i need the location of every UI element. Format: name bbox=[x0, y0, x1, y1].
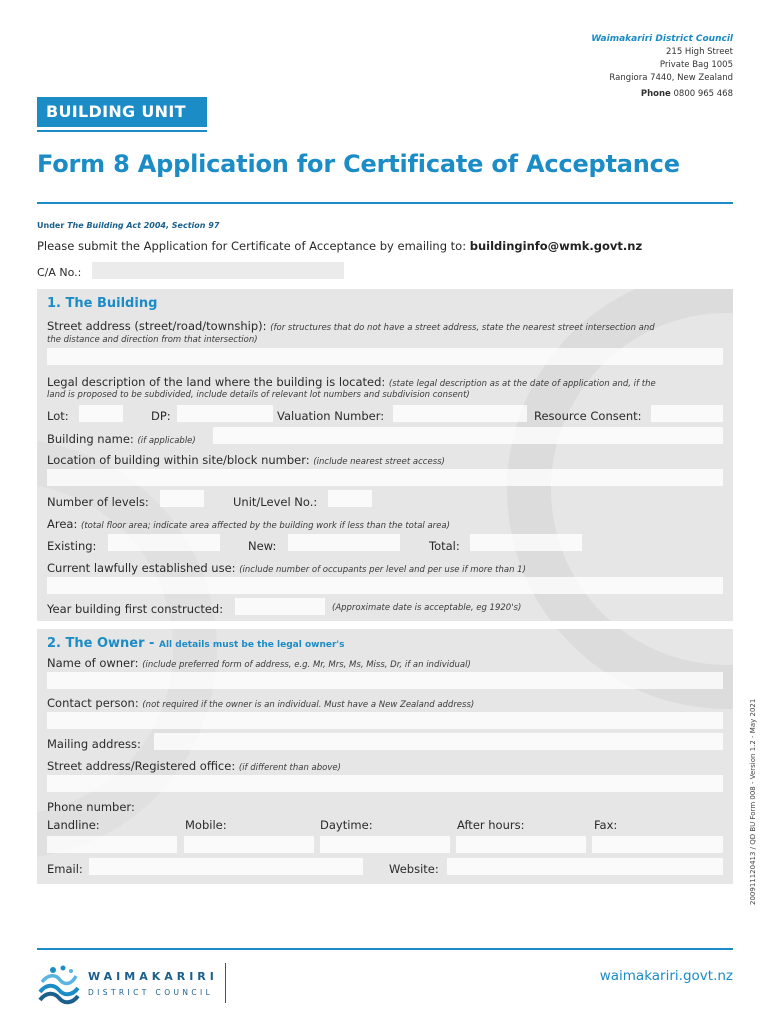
building-name-note: (if applicable) bbox=[137, 436, 196, 446]
logo-wordmark: WAIMAKARIRI bbox=[88, 970, 218, 983]
building-unit-badge: BUILDING UNIT bbox=[37, 97, 207, 127]
contact-person-label bbox=[47, 696, 474, 710]
section-the-owner bbox=[37, 629, 733, 884]
daytime-field[interactable] bbox=[320, 836, 450, 853]
year-constructed-label: Year building first constructed: bbox=[47, 602, 224, 616]
phone-label: Phone bbox=[640, 89, 671, 99]
section-2-heading bbox=[47, 636, 345, 651]
background-swirl bbox=[507, 289, 733, 621]
registered-office-label-text: Street address/Registered office: bbox=[47, 759, 236, 773]
current-use-label bbox=[47, 561, 526, 575]
daytime-label: Daytime: bbox=[320, 818, 373, 832]
footer-website[interactable]: waimakariri.govt.nz bbox=[599, 968, 733, 984]
owner-name-label bbox=[47, 656, 471, 670]
new-label: New: bbox=[248, 539, 277, 553]
ca-number-label: C/A No.: bbox=[37, 266, 82, 279]
council-phone bbox=[641, 89, 733, 99]
phone-number-label: Phone number: bbox=[47, 800, 135, 814]
dp-label: DP: bbox=[151, 409, 171, 423]
section-the-building bbox=[37, 289, 733, 621]
current-use-note: (include number of occupants per level and per use if more than 1) bbox=[239, 565, 526, 575]
after-hours-label: After hours: bbox=[457, 818, 525, 832]
section-1-heading: 1. The Building bbox=[47, 296, 158, 311]
street-address-note: (for structures that do not have a street address, state the nearest street intersection and bbox=[270, 323, 655, 333]
form-version-code: 200911120413 / QD BU Form 008 - Version 1.2 - May 2021 bbox=[749, 698, 757, 905]
valuation-field[interactable] bbox=[393, 405, 527, 422]
website-label: Website: bbox=[389, 862, 439, 876]
contact-person-field[interactable] bbox=[47, 712, 723, 729]
landline-label: Landline: bbox=[47, 818, 100, 832]
current-use-field[interactable] bbox=[47, 577, 723, 594]
logo-subtitle: DISTRICT COUNCIL bbox=[88, 988, 214, 997]
registered-office-label bbox=[47, 759, 341, 773]
background-swirl bbox=[507, 629, 733, 709]
mobile-field[interactable] bbox=[184, 836, 314, 853]
registered-office-note: (if different than above) bbox=[238, 763, 341, 773]
submit-text: Please submit the Application for Certificate of Acceptance by emailing to: bbox=[37, 239, 467, 253]
address-line-3: Rangiora 7440, New Zealand bbox=[609, 73, 733, 83]
year-constructed-field[interactable] bbox=[235, 598, 325, 615]
lot-field[interactable] bbox=[79, 405, 123, 422]
year-constructed-note: (Approximate date is acceptable, eg 1920's) bbox=[332, 603, 522, 613]
building-name-field[interactable] bbox=[213, 427, 723, 444]
owner-name-label-text: Name of owner: bbox=[47, 656, 139, 670]
location-field[interactable] bbox=[47, 469, 723, 486]
fax-label: Fax: bbox=[594, 818, 618, 832]
location-label bbox=[47, 453, 445, 467]
mailing-address-label: Mailing address: bbox=[47, 737, 141, 751]
address-line-2: Private Bag 1005 bbox=[659, 60, 733, 70]
unit-level-label: Unit/Level No.: bbox=[233, 495, 318, 509]
unit-level-field[interactable] bbox=[328, 490, 372, 507]
street-address-label bbox=[47, 319, 655, 333]
existing-field[interactable] bbox=[108, 534, 220, 551]
submit-email: buildinginfo@wmk.govt.nz bbox=[469, 239, 643, 253]
registered-office-field[interactable] bbox=[47, 775, 723, 792]
legal-description-label-text: Legal description of the land where the building is located: bbox=[47, 375, 386, 389]
footer-divider bbox=[37, 948, 733, 950]
mobile-label: Mobile: bbox=[185, 818, 227, 832]
section-2-heading-text: 2. The Owner - bbox=[47, 636, 155, 651]
under-prefix: Under bbox=[37, 221, 65, 230]
submit-instruction bbox=[37, 239, 642, 253]
street-address-note-cont: the distance and direction from that intersection) bbox=[47, 335, 258, 345]
section-2-heading-sub: All details must be the legal owner's bbox=[158, 640, 345, 650]
mailing-address-field[interactable] bbox=[154, 733, 723, 750]
levels-label: Number of levels: bbox=[47, 495, 149, 509]
landline-field[interactable] bbox=[47, 836, 177, 853]
website-field[interactable] bbox=[447, 858, 723, 875]
council-logo-icon bbox=[36, 962, 82, 1008]
phone-value: 0800 965 468 bbox=[673, 89, 733, 99]
street-address-field[interactable] bbox=[47, 348, 723, 365]
council-name: Waimakariri District Council bbox=[591, 34, 733, 44]
ca-number-field[interactable] bbox=[92, 262, 344, 279]
contact-person-label-text: Contact person: bbox=[47, 696, 139, 710]
legal-description-label bbox=[47, 375, 656, 389]
form-title: Form 8 Application for Certificate of Acceptance bbox=[37, 150, 680, 178]
under-act-line bbox=[37, 221, 219, 230]
building-name-label bbox=[47, 432, 196, 446]
owner-name-field[interactable] bbox=[47, 672, 723, 689]
location-note: (include nearest street access) bbox=[313, 457, 445, 467]
new-field[interactable] bbox=[288, 534, 400, 551]
building-name-label-text: Building name: bbox=[47, 432, 134, 446]
logo-divider bbox=[225, 963, 226, 1003]
legal-description-note: (state legal description as at the date of application and, if the bbox=[388, 379, 656, 389]
legal-description-note-cont: land is proposed to be subdivided, include details of relevant lot numbers and subdivision consent) bbox=[47, 390, 470, 400]
fax-field[interactable] bbox=[592, 836, 723, 853]
dp-field[interactable] bbox=[177, 405, 273, 422]
total-field[interactable] bbox=[470, 534, 582, 551]
street-address-label-text: Street address (street/road/township): bbox=[47, 319, 267, 333]
badge-underline bbox=[37, 130, 207, 132]
address-line-1: 215 High Street bbox=[666, 47, 733, 57]
title-divider bbox=[37, 202, 733, 204]
valuation-label: Valuation Number: bbox=[277, 409, 385, 423]
act-reference: The Building Act 2004, Section 97 bbox=[67, 221, 220, 230]
area-label bbox=[47, 517, 450, 531]
email-label: Email: bbox=[47, 862, 83, 876]
area-note: (total floor area; indicate area affected by the building work if less than the total area) bbox=[81, 521, 450, 531]
lot-label: Lot: bbox=[47, 409, 69, 423]
contact-person-note: (not required if the owner is an individual. Must have a New Zealand address) bbox=[142, 700, 475, 710]
resource-consent-field[interactable] bbox=[651, 405, 723, 422]
area-label-text: Area: bbox=[47, 517, 78, 531]
current-use-label-text: Current lawfully established use: bbox=[47, 561, 236, 575]
levels-field[interactable] bbox=[160, 490, 204, 507]
total-label: Total: bbox=[429, 539, 460, 553]
after-hours-field[interactable] bbox=[456, 836, 586, 853]
resource-consent-label: Resource Consent: bbox=[534, 409, 642, 423]
location-label-text: Location of building within site/block number: bbox=[47, 453, 310, 467]
existing-label: Existing: bbox=[47, 539, 97, 553]
email-field[interactable] bbox=[89, 858, 363, 875]
owner-name-note: (include preferred form of address, e.g. Mr, Mrs, Ms, Miss, Dr, if an individual) bbox=[142, 660, 471, 670]
